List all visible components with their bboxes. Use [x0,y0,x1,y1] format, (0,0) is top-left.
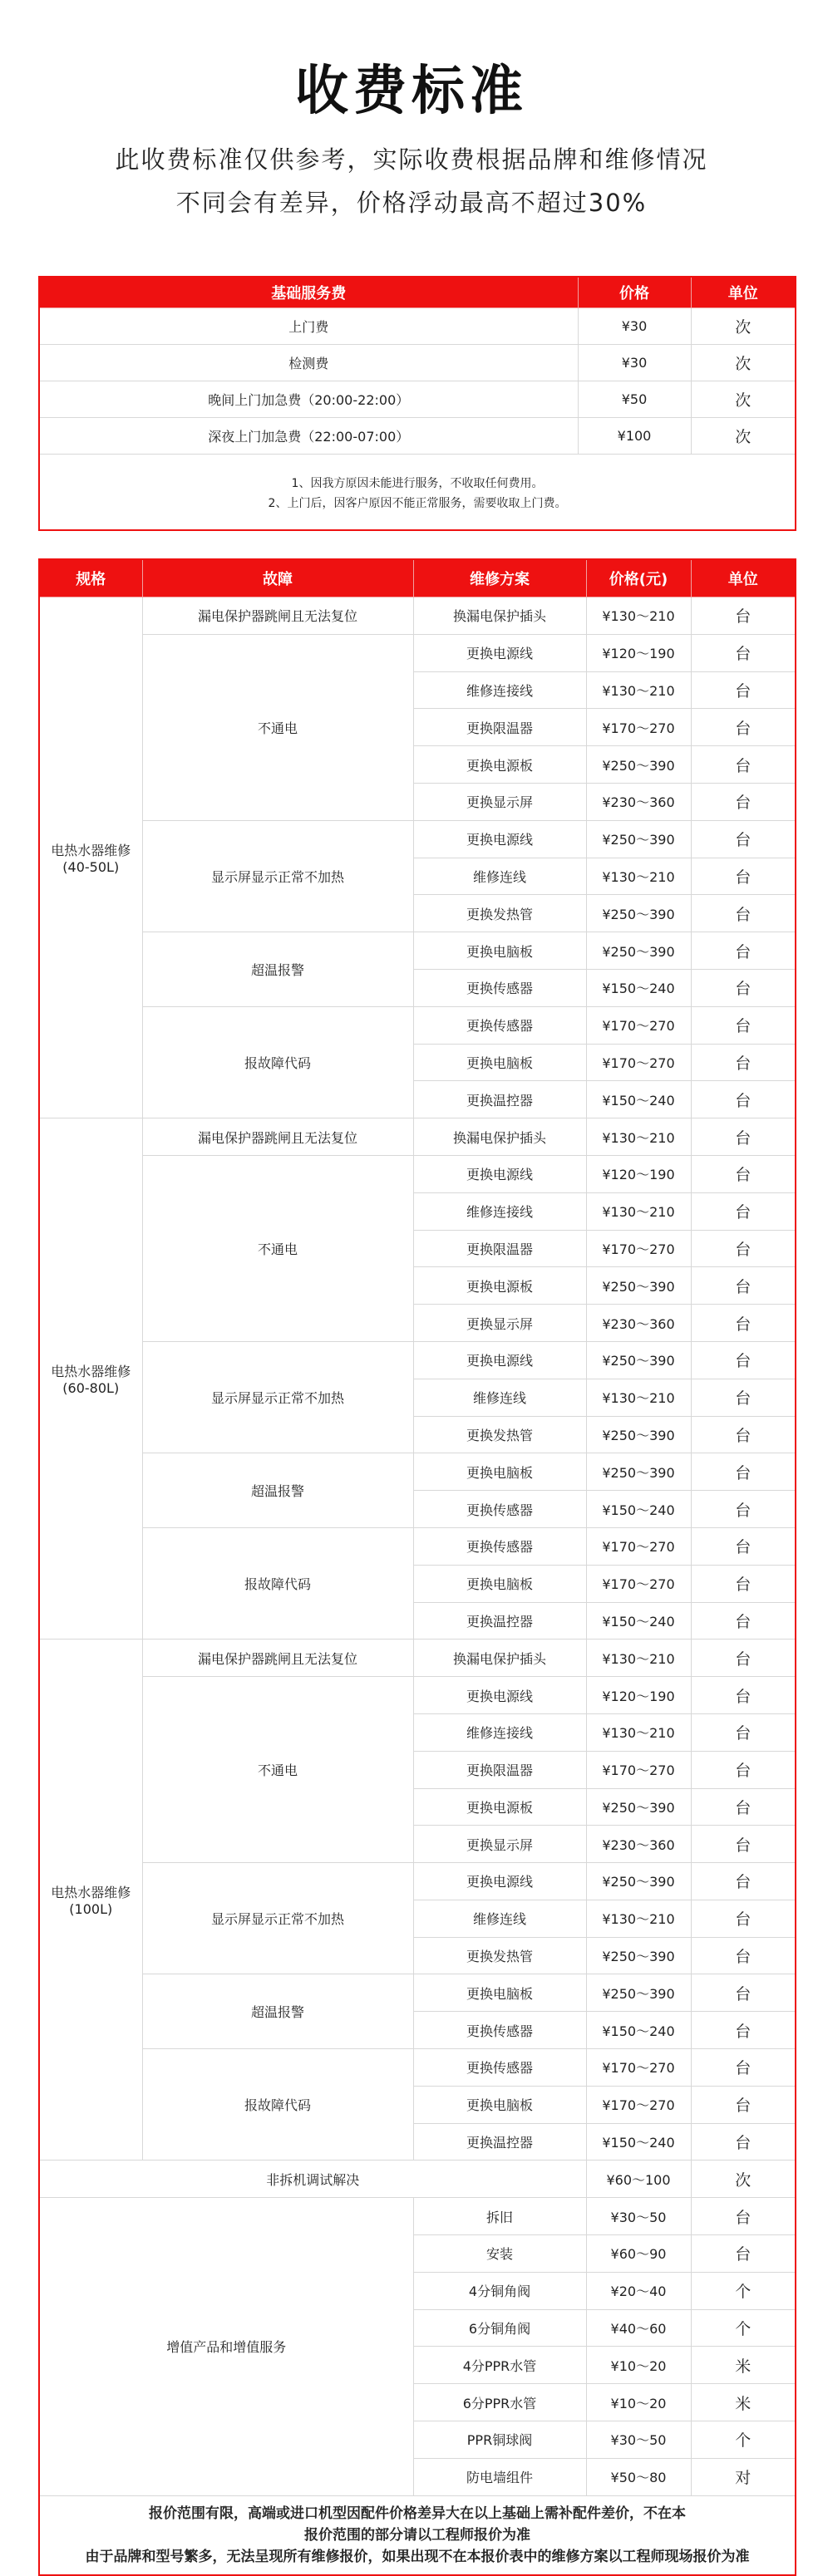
basic-service-table [38,276,796,531]
price-cell: ¥250～390 [586,1267,691,1305]
plan-cell: 更换显示屏 [413,1826,586,1863]
price-cell: ¥250～390 [586,746,691,784]
plan-cell: 维修连接线 [413,1713,586,1751]
basic-service-unit: 次 [691,418,796,455]
main-header-fault: 故障 [142,559,413,597]
price-cell: ¥170～270 [586,1565,691,1602]
extra-price: ¥30～50 [586,2198,691,2235]
table-row [39,932,796,970]
plan-cell: 更换电脑板 [413,1565,586,1602]
price-cell: ¥170～270 [586,1527,691,1565]
main-header-spec: 规格 [39,559,142,597]
unit-cell: 台 [691,1192,796,1230]
basic-header-unit: 单位 [691,277,796,308]
plan-cell: 维修连线 [413,858,586,895]
basic-note [39,455,796,531]
unit-cell: 台 [691,1900,796,1937]
plan-cell: 更换温控器 [413,2123,586,2161]
plan-cell: 更换限温器 [413,1751,586,1788]
footer-line-2: 报价范围的部分请以工程师报价为准 [304,2526,530,2544]
fault-cell: 显示屏显示正常不加热 [142,1863,413,1974]
table-row [39,1453,796,1491]
table-row [39,634,796,671]
table-row [39,1863,796,1900]
plan-cell: 更换限温器 [413,1230,586,1267]
extra-unit: 个 [691,2272,796,2309]
price-cell: ¥170～270 [586,1230,691,1267]
extra-unit: 个 [691,2309,796,2347]
basic-service-unit: 次 [691,381,796,418]
spec-label-line-2: (100L) [69,1901,113,1918]
main-header-row [39,559,796,597]
basic-note-line-2: 2、上门后，因客户原因不能正常服务，需要收取上门费。 [268,497,567,510]
plan-cell: 更换电源板 [413,1267,586,1305]
plan-cell: 维修连接线 [413,1192,586,1230]
plan-cell: 维修连线 [413,1379,586,1416]
unit-cell: 台 [691,1677,796,1714]
plan-cell: 更换传感器 [413,1006,586,1044]
extra-item: 防电墙组件 [413,2458,586,2495]
price-cell: ¥150～240 [586,1602,691,1639]
repair-price-table [38,558,796,2576]
fault-cell: 漏电保护器跳闸且无法复位 [142,597,413,635]
table-row [39,1118,796,1156]
unit-cell: 台 [691,597,796,635]
plan-cell: 更换传感器 [413,2012,586,2049]
unit-cell: 台 [691,1305,796,1342]
basic-service-name: 检测费 [39,345,578,381]
price-cell: ¥120～190 [586,1155,691,1192]
unit-cell: 台 [691,1379,796,1416]
basic-note-line-1: 1、因我方原因未能进行服务，不收取任何费用。 [291,477,544,490]
main-header-unit: 单位 [691,559,796,597]
page-title: 收费标准 [295,61,528,122]
plan-cell: 更换传感器 [413,1527,586,1565]
price-cell: ¥250～390 [586,1416,691,1453]
basic-header-service: 基础服务费 [39,277,578,308]
fault-cell: 超温报警 [142,932,413,1007]
unit-cell: 台 [691,2086,796,2123]
table-row [39,1527,796,1565]
unit-cell: 台 [691,2012,796,2049]
extra-unit: 台 [691,2198,796,2235]
price-cell: ¥150～240 [586,2012,691,2049]
fault-cell: 不通电 [142,634,413,820]
extra-price: ¥40～60 [586,2309,691,2347]
plan-cell: 更换电源板 [413,1788,586,1826]
price-cell: ¥230～360 [586,783,691,820]
table-row [39,2049,796,2087]
basic-row [39,381,796,418]
unit-cell: 台 [691,1602,796,1639]
extra-unit: 个 [691,2421,796,2459]
basic-service-name: 上门费 [39,308,578,345]
price-cell: ¥150～240 [586,1081,691,1118]
table-row [39,1155,796,1192]
price-cell: ¥250～390 [586,1341,691,1379]
unit-cell: 台 [691,1453,796,1491]
plan-cell: 更换电脑板 [413,1044,586,1081]
unit-cell: 台 [691,709,796,746]
price-cell: ¥250～390 [586,1863,691,1900]
table-row [39,1639,796,1677]
extra-item: 4分PPR水管 [413,2347,586,2384]
unit-cell: 台 [691,1491,796,1528]
price-cell: ¥150～240 [586,969,691,1006]
fault-cell: 超温报警 [142,1453,413,1528]
unit-cell: 台 [691,1081,796,1118]
debug-label: 非拆机调试解决 [39,2161,586,2198]
debug-unit: 次 [691,2161,796,2198]
extra-price: ¥10～20 [586,2384,691,2421]
extra-unit: 米 [691,2384,796,2421]
basic-row [39,418,796,455]
extra-unit: 台 [691,2235,796,2273]
extra-label: 增值产品和增值服务 [39,2198,413,2495]
fault-cell: 报故障代码 [142,1527,413,1639]
plan-cell: 更换显示屏 [413,783,586,820]
price-cell: ¥250～390 [586,1453,691,1491]
plan-cell: 维修连线 [413,1900,586,1937]
unit-cell: 台 [691,1006,796,1044]
plan-cell: 更换传感器 [413,1491,586,1528]
basic-header-price: 价格 [578,277,691,308]
plan-cell: 更换传感器 [413,2049,586,2087]
table-row [39,820,796,858]
fault-cell: 漏电保护器跳闸且无法复位 [142,1639,413,1677]
footer-line-3: 由于品牌和型号繁多，无法呈现所有维修报价，如果出现不在本报价表中的维修方案以工程师现场报价为准 [85,2548,750,2565]
unit-cell: 台 [691,1527,796,1565]
price-cell: ¥250～390 [586,1974,691,2012]
plan-cell: 换漏电保护插头 [413,1118,586,1156]
unit-cell: 台 [691,1826,796,1863]
price-cell: ¥130～210 [586,1713,691,1751]
basic-service-name: 深夜上门加急费（22:00-07:00） [39,418,578,455]
price-cell: ¥120～190 [586,1677,691,1714]
basic-service-unit: 次 [691,345,796,381]
spec-label-line-1: 电热水器维修 [51,843,131,859]
table-row [39,1974,796,2012]
plan-cell: 更换电源线 [413,634,586,671]
basic-header-row [39,277,796,308]
unit-cell: 台 [691,634,796,671]
unit-cell: 台 [691,1937,796,1974]
plan-cell: 更换电源线 [413,1341,586,1379]
plan-cell: 更换温控器 [413,1081,586,1118]
unit-cell: 台 [691,1788,796,1826]
unit-cell: 台 [691,1863,796,1900]
extra-unit: 米 [691,2347,796,2384]
price-cell: ¥130～210 [586,1192,691,1230]
extra-price: ¥10～20 [586,2347,691,2384]
unit-cell: 台 [691,1416,796,1453]
price-cell: ¥250～390 [586,932,691,970]
footer-line-1: 报价范围有限，高端或进口机型因配件价格差异大在以上基础上需补配件差价，不在本 [149,2505,686,2522]
plan-cell: 换漏电保护插头 [413,597,586,635]
price-cell: ¥130～210 [586,858,691,895]
price-cell: ¥230～360 [586,1826,691,1863]
plan-cell: 更换显示屏 [413,1305,586,1342]
main-header-price: 价格(元) [586,559,691,597]
plan-cell: 更换电脑板 [413,932,586,970]
unit-cell: 台 [691,1751,796,1788]
fault-cell: 报故障代码 [142,1006,413,1118]
table-row [39,1341,796,1379]
basic-service-price: ¥30 [578,308,691,345]
unit-cell: 台 [691,746,796,784]
price-cell: ¥170～270 [586,1044,691,1081]
plan-cell: 更换电源线 [413,1155,586,1192]
subtitle-line-1: 此收费标准仅供参考，实际收费根据品牌和维修情况 [115,145,708,174]
plan-cell: 更换电脑板 [413,1453,586,1491]
unit-cell: 台 [691,783,796,820]
price-cell: ¥170～270 [586,1006,691,1044]
unit-cell: 台 [691,932,796,970]
unit-cell: 台 [691,1713,796,1751]
unit-cell: 台 [691,895,796,932]
price-cell: ¥230～360 [586,1305,691,1342]
price-cell: ¥170～270 [586,709,691,746]
plan-cell: 更换电脑板 [413,1974,586,2012]
plan-cell: 换漏电保护插头 [413,1639,586,1677]
unit-cell: 台 [691,671,796,709]
spec-label-line-2: (40-50L) [62,859,120,876]
price-cell: ¥250～390 [586,895,691,932]
price-cell: ¥170～270 [586,2086,691,2123]
unit-cell: 台 [691,2049,796,2087]
extra-item: 6分铜角阀 [413,2309,586,2347]
unit-cell: 台 [691,1267,796,1305]
unit-cell: 台 [691,1565,796,1602]
plan-cell: 更换发热管 [413,1937,586,1974]
plan-cell: 更换电脑板 [413,2086,586,2123]
basic-note-row [39,455,796,531]
price-cell: ¥170～270 [586,2049,691,2087]
price-cell: ¥130～210 [586,1379,691,1416]
table-row [39,1677,796,1714]
unit-cell: 台 [691,1044,796,1081]
debug-price: ¥60～100 [586,2161,691,2198]
unit-cell: 台 [691,969,796,1006]
spec-label-line-1: 电热水器维修 [51,1364,131,1380]
extra-price: ¥50～80 [586,2458,691,2495]
price-cell: ¥170～270 [586,1751,691,1788]
price-cell: ¥250～390 [586,1937,691,1974]
price-cell: ¥130～210 [586,671,691,709]
basic-service-price: ¥30 [578,345,691,381]
extra-unit: 对 [691,2458,796,2495]
plan-cell: 维修连接线 [413,671,586,709]
extra-price: ¥30～50 [586,2421,691,2459]
unit-cell: 台 [691,1639,796,1677]
price-cell: ¥130～210 [586,1900,691,1937]
spec-cell [39,1118,142,1639]
fault-cell: 漏电保护器跳闸且无法复位 [142,1118,413,1156]
extra-item: 4分铜角阀 [413,2272,586,2309]
unit-cell: 台 [691,858,796,895]
fault-cell: 报故障代码 [142,2049,413,2161]
basic-service-price: ¥50 [578,381,691,418]
extra-item: 安装 [413,2235,586,2273]
extra-price: ¥20～40 [586,2272,691,2309]
fault-cell: 显示屏显示正常不加热 [142,1341,413,1453]
plan-cell: 更换电源线 [413,1863,586,1900]
spec-label-line-1: 电热水器维修 [51,1885,131,1901]
unit-cell: 台 [691,1230,796,1267]
plan-cell: 更换电源线 [413,1677,586,1714]
main-header-plan: 维修方案 [413,559,586,597]
plan-cell: 更换温控器 [413,1602,586,1639]
unit-cell: 台 [691,1341,796,1379]
spec-label-line-2: (60-80L) [62,1380,120,1397]
footer-note [39,2495,796,2575]
footer-row [39,2495,796,2575]
unit-cell: 台 [691,1118,796,1156]
fault-cell: 显示屏显示正常不加热 [142,820,413,932]
plan-cell: 更换限温器 [413,709,586,746]
spec-cell [39,1639,142,2161]
debug-row [39,2161,796,2198]
price-cell: ¥130～210 [586,597,691,635]
plan-cell: 更换发热管 [413,1416,586,1453]
unit-cell: 台 [691,1974,796,2012]
fault-cell: 超温报警 [142,1974,413,2049]
extra-item: PPR铜球阀 [413,2421,586,2459]
price-cell: ¥150～240 [586,2123,691,2161]
basic-service-unit: 次 [691,308,796,345]
extra-price: ¥60～90 [586,2235,691,2273]
table-row [39,1006,796,1044]
price-cell: ¥130～210 [586,1639,691,1677]
plan-cell: 更换发热管 [413,895,586,932]
table-row [39,597,796,635]
price-cell: ¥150～240 [586,1491,691,1528]
plan-cell: 更换电源线 [413,820,586,858]
basic-row [39,308,796,345]
fault-cell: 不通电 [142,1677,413,1863]
fault-cell: 不通电 [142,1155,413,1341]
subtitle-line-2: 不同会有差异，价格浮动最高不超过30% [175,189,648,217]
basic-service-price: ¥100 [578,418,691,455]
price-cell: ¥120～190 [586,634,691,671]
unit-cell: 台 [691,2123,796,2161]
extra-row [39,2198,796,2235]
unit-cell: 台 [691,820,796,858]
price-cell: ¥130～210 [586,1118,691,1156]
price-cell: ¥250～390 [586,1788,691,1826]
plan-cell: 更换传感器 [413,969,586,1006]
basic-row [39,345,796,381]
basic-service-name: 晚间上门加急费（20:00-22:00） [39,381,578,418]
price-cell: ¥250～390 [586,820,691,858]
spec-cell [39,597,142,1118]
extra-item: 拆旧 [413,2198,586,2235]
plan-cell: 更换电源板 [413,746,586,784]
unit-cell: 台 [691,1155,796,1192]
extra-item: 6分PPR水管 [413,2384,586,2421]
